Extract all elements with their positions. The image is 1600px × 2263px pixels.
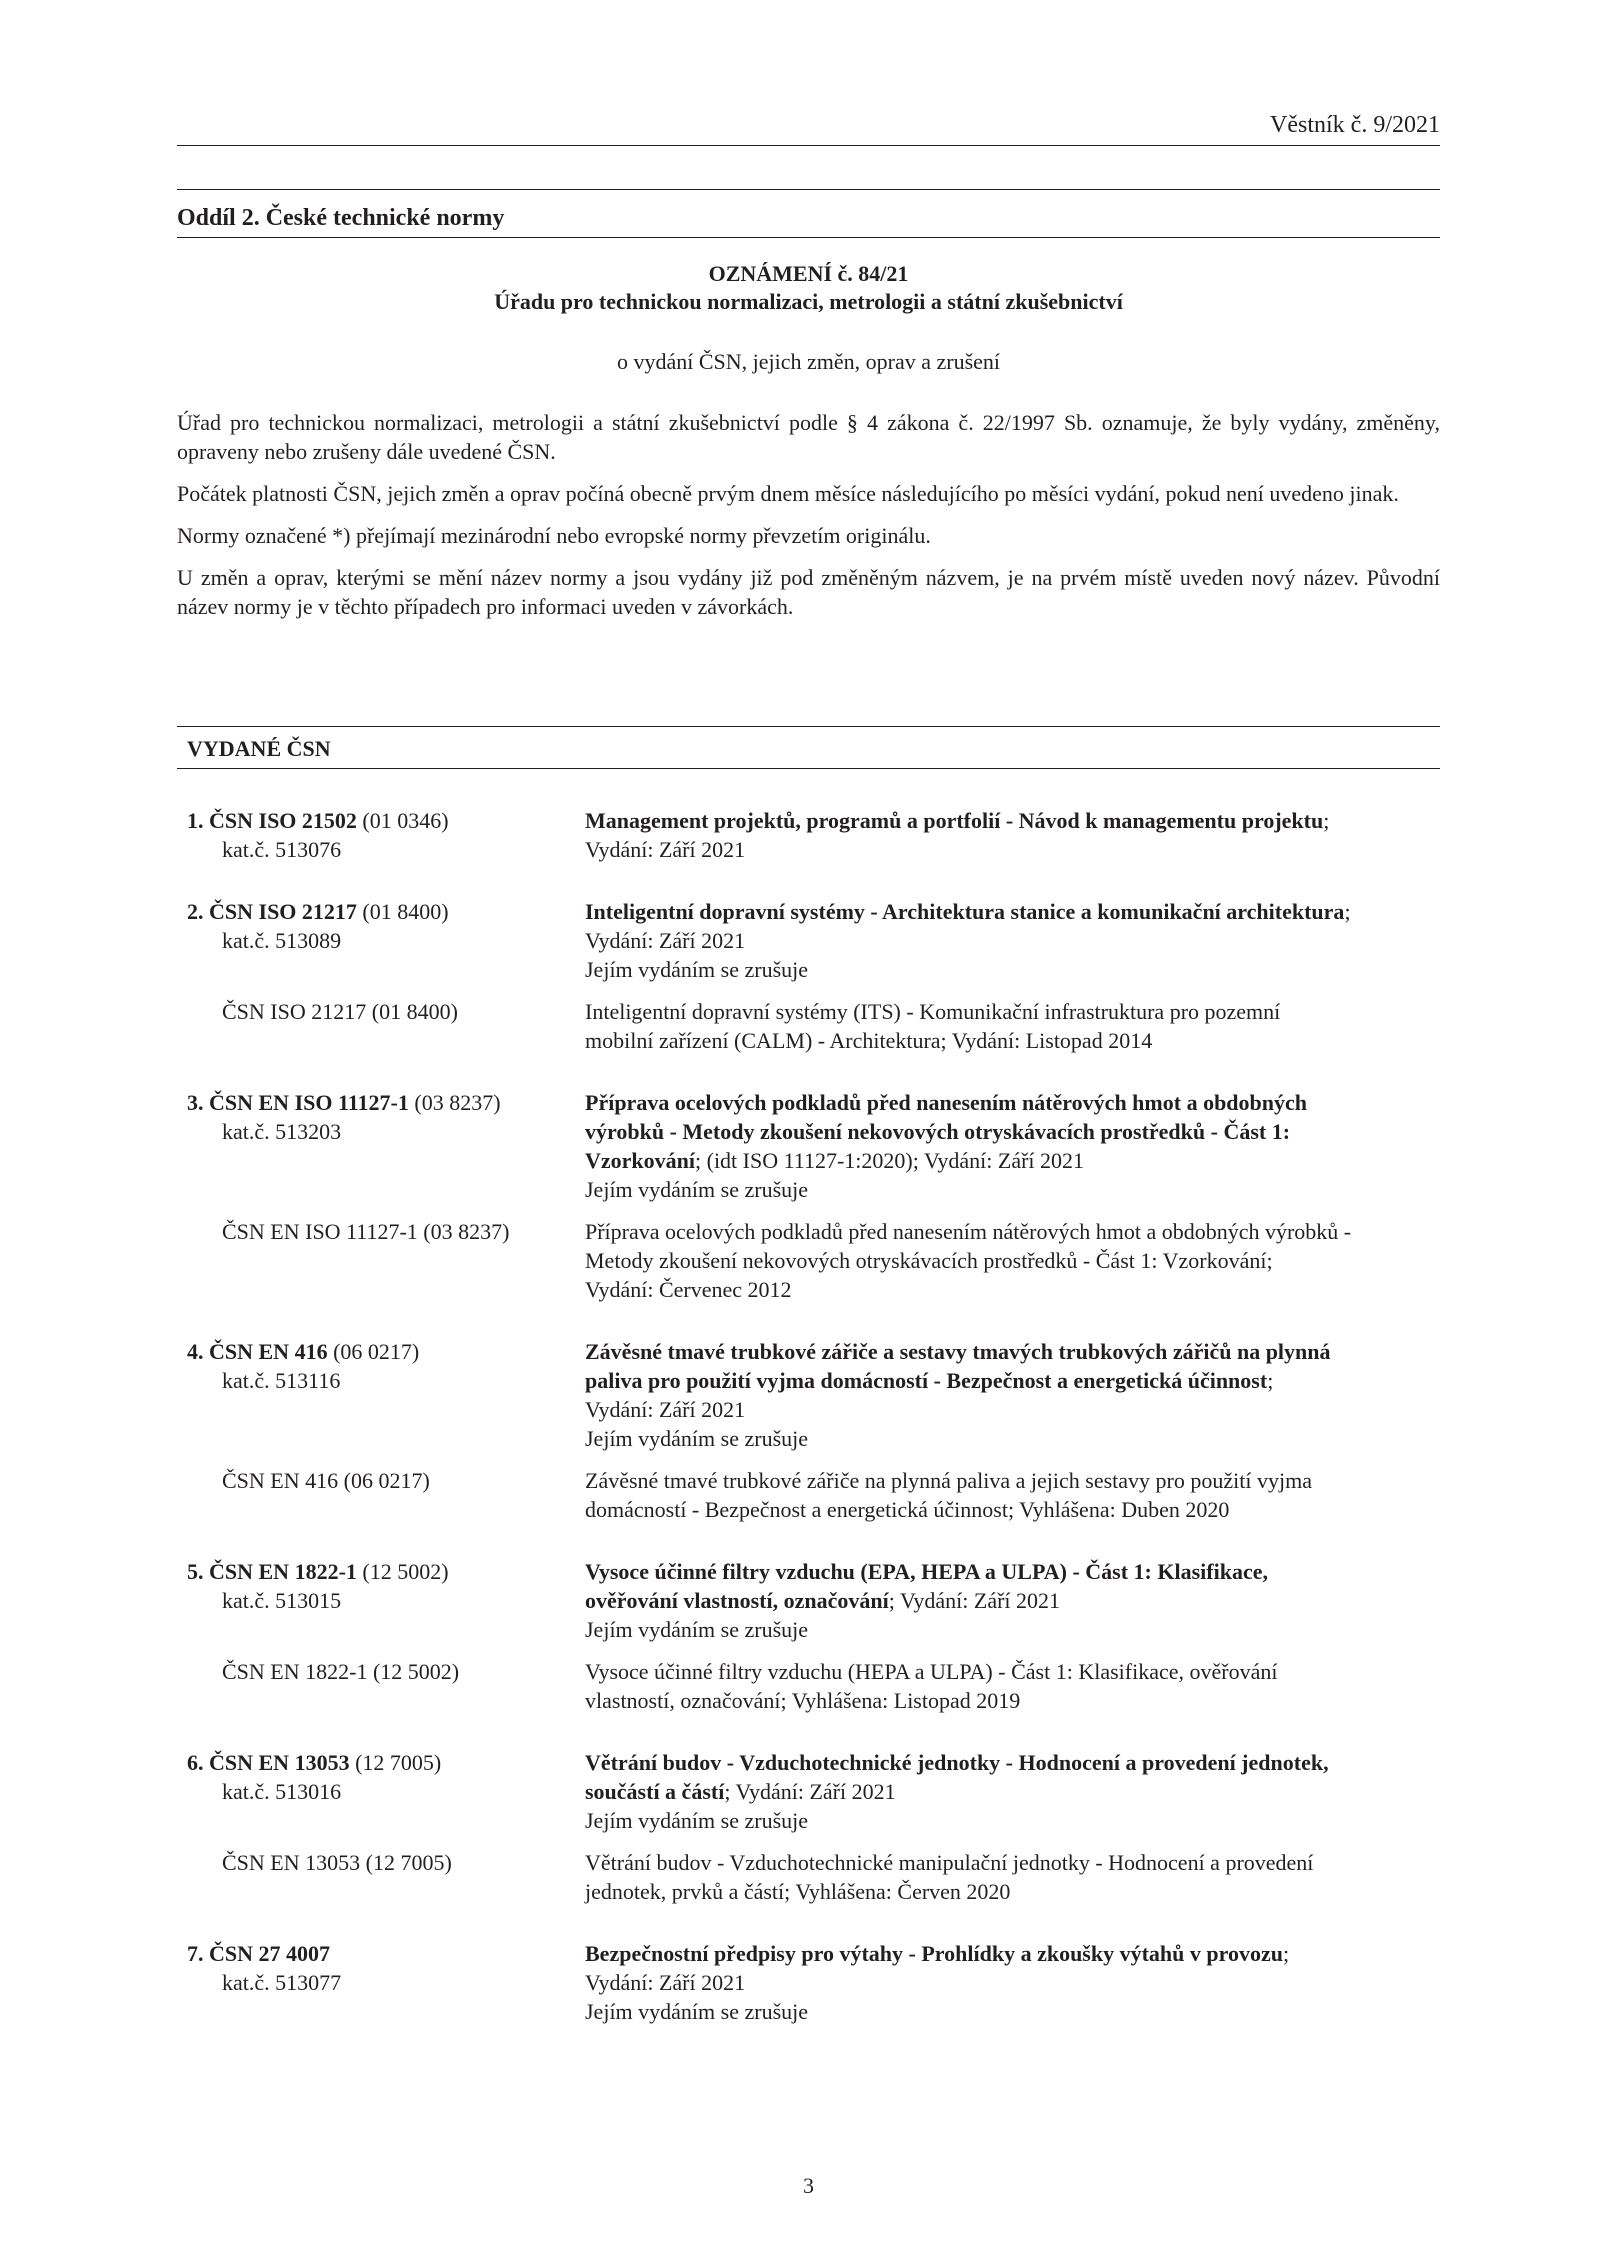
cancelled-norm-text: Metody zkoušení nekovových otryskávacích prostředků - Část 1: Vzorkování; <box>585 1248 1273 1273</box>
entry-number: 2. <box>187 899 204 924</box>
cancelled-norm-code: ČSN ISO 21217 (01 8400) <box>222 999 458 1024</box>
entry-number: 3. <box>187 1090 204 1115</box>
norm-title: paliva pro použití vyjma domácností - Bezpečnost a energetická účinnost <box>585 1368 1268 1393</box>
norm-class: (06 0217) <box>333 1339 420 1364</box>
norm-title: Vzorkování <box>585 1148 695 1173</box>
norm-code: ČSN EN 13053 <box>209 1750 350 1775</box>
norm-title: Větrání budov - Vzduchotechnické jednotky - Hodnocení a provedení jednotek, <box>585 1750 1329 1775</box>
cancelled-norm-text: jednotek, prvků a částí; Vyhlášena: Červen 2020 <box>585 1879 1011 1904</box>
entry-number: 7. <box>187 1941 204 1966</box>
cancels-note: Jejím vydáním se zrušuje <box>585 1617 809 1642</box>
entry-number: 5. <box>187 1559 204 1584</box>
norm-class: (03 8237) <box>414 1090 501 1115</box>
norm-code: ČSN EN ISO 11127-1 <box>209 1090 409 1115</box>
vydane-csn-heading: VYDANÉ ČSN <box>187 736 331 761</box>
norm-code: ČSN EN 1822-1 <box>209 1559 357 1584</box>
norm-code: ČSN ISO 21217 <box>209 899 357 924</box>
document-page <box>177 0 1440 2263</box>
intro-paragraph: U změn a oprav, kterými se mění název normy a jsou vydány již pod změněným názvem, je na prvém místě uveden nový název. Původní název normy je v těchto případech pro informaci uveden v závorkách. <box>177 565 1440 619</box>
cancels-note: Jejím vydáním se zrušuje <box>585 1808 809 1833</box>
catalog-number: kat.č. 513203 <box>222 1119 342 1144</box>
section-rule-top <box>177 189 1440 190</box>
vydane-rule-top <box>177 726 1440 727</box>
norm-entry <box>177 1748 1440 1906</box>
page-number: 3 <box>803 2173 814 2198</box>
norm-title: Inteligentní dopravní systémy - Architektura stanice a komunikační architektura <box>585 899 1345 924</box>
vydane-rule-bottom <box>177 768 1440 769</box>
norm-entry: 1. ČSN ISO 21502 (01 0346) kat.č. 513076 Management projektů, programů a portfolií - Návod k managementu projektu; Vydání: Září 2021 <box>177 806 1440 864</box>
cancelled-norm-text: Příprava ocelových podkladů před nanesením nátěrových hmot a obdobných výrobků - <box>585 1219 1352 1244</box>
cancelled-norm-text: Větrání budov - Vzduchotechnické manipulační jednotky - Hodnocení a provedení <box>585 1850 1314 1875</box>
bulletin-header: Věstník č. 9/2021 <box>1270 112 1440 138</box>
norm-code: ČSN EN 416 <box>209 1339 328 1364</box>
release-date: ; Vydání: Září 2021 <box>888 1588 1061 1613</box>
norm-class: (01 0346) <box>362 808 449 833</box>
cancelled-norm-code: ČSN EN 416 (06 0217) <box>222 1468 430 1493</box>
cancelled-norm-text: domácností - Bezpečnost a energetická účinnost; Vyhlášena: Duben 2020 <box>585 1497 1230 1522</box>
announcement-title: OZNÁMENÍ č. 84/21 <box>708 261 909 286</box>
cancelled-norm-text: vlastností, označování; Vyhlášena: Listopad 2019 <box>585 1688 1021 1713</box>
norm-code: ČSN ISO 21502 <box>209 808 357 833</box>
catalog-number: kat.č. 513016 <box>222 1779 342 1804</box>
announcement-subtitle: Úřadu pro technickou normalizaci, metrologii a státní zkušebnictví <box>494 289 1123 314</box>
release-date: Vydání: Září 2021 <box>585 1397 746 1422</box>
entry-number: 6. <box>187 1750 204 1775</box>
announcement-description: o vydání ČSN, jejich změn, oprav a zrušení <box>616 349 1001 374</box>
norm-class: (01 8400) <box>362 899 449 924</box>
norm-code: ČSN 27 4007 <box>209 1941 331 1966</box>
norm-entry: 4. ČSN EN 416 (06 0217) kat.č. 513116 Závěsné tmavé trubkové zářiče a sestavy tmavých trubkových zářičů na plynná paliva pro použití vyjma domácností - Bezpečnost a energetická účinnost; Vydání: Září 2021 Jejím vydáním se zrušuje ČSN EN 416 (06 0217) Závěsné tmavé trubkové zářiče na plynná paliva a jejich sestavy pro použití vyjma domácností - Bezpečnost a energetická účinnost; Vyhlášena: Duben 2020 <box>177 1337 1440 1524</box>
norm-entry: 7. ČSN 27 4007 kat.č. 513077 Bezpečnostní předpisy pro výtahy - Prohlídky a zkoušky výtahů v provozu; Vydání: Září 2021 Jejím vydáním se zrušuje <box>177 1939 1440 2026</box>
catalog-number: kat.č. 513015 <box>222 1588 342 1613</box>
release-date: ; Vydání: Září 2021 <box>724 1779 896 1804</box>
norm-title: Příprava ocelových podkladů před nanesením nátěrových hmot a obdobných <box>585 1090 1308 1115</box>
entry-number: 1. <box>187 808 204 833</box>
cancels-note: Jejím vydáním se zrušuje <box>585 1177 809 1202</box>
norm-title: Management projektů, programů a portfolií - Návod k managementu projektu <box>585 808 1324 833</box>
norm-title: výrobků - Metody zkoušení nekovových otryskávacích prostředků - Část 1: <box>585 1119 1291 1144</box>
intro-paragraph: Počátek platnosti ČSN, jejich změn a oprav počíná obecně prvým dnem měsíce následujícího po měsíci vydání, pokud není uvedeno jinak. <box>177 481 1399 506</box>
release-date: ; (idt ISO 11127-1:2020); Vydání: Září 2021 <box>695 1148 1085 1173</box>
cancels-note: Jejím vydáním se zrušuje <box>585 1426 809 1451</box>
cancelled-norm-code: ČSN EN ISO 11127-1 (03 8237) <box>222 1219 510 1244</box>
cancels-note: Jejím vydáním se zrušuje <box>585 1999 809 2024</box>
section-title: Oddíl 2. České technické normy <box>177 205 505 231</box>
release-date: Vydání: Září 2021 <box>585 1970 746 1995</box>
section-rule-bottom <box>177 237 1440 238</box>
norm-list <box>177 806 1440 2059</box>
catalog-number: kat.č. 513089 <box>222 928 342 953</box>
intro-text <box>177 408 1440 634</box>
norm-class: (12 5002) <box>362 1559 449 1584</box>
catalog-number: kat.č. 513116 <box>222 1368 341 1393</box>
cancelled-norm-text: mobilní zařízení (CALM) - Architektura; Vydání: Listopad 2014 <box>585 1028 1153 1053</box>
cancelled-norm-text: Závěsné tmavé trubkové zářiče na plynná paliva a jejich sestavy pro použití vyjma <box>585 1468 1312 1493</box>
catalog-number: kat.č. 513076 <box>222 837 342 862</box>
intro-paragraph: Normy označené *) přejímají mezinárodní nebo evropské normy převzetím originálu. <box>177 523 931 548</box>
norm-title: součástí a částí <box>585 1779 725 1804</box>
norm-class: (12 7005) <box>355 1750 442 1775</box>
cancelled-norm-code: ČSN EN 13053 (12 7005) <box>222 1850 452 1875</box>
norm-entry: 2. ČSN ISO 21217 (01 8400) kat.č. 513089 Inteligentní dopravní systémy - Architektura stanice a komunikační architektura; Vydání: Září 2021 Jejím vydáním se zrušuje ČSN ISO 21217 (01 8400) Inteligentní dopravní systémy (ITS) - Komunikační infrastruktura pro pozemní mobilní zařízení (CALM) - Architektura; Vydání: Listopad 2014 <box>177 897 1440 1055</box>
catalog-number: kat.č. 513077 <box>222 1970 342 1995</box>
cancelled-norm-text: Vysoce účinné filtry vzduchu (HEPA a ULPA) - Část 1: Klasifikace, ověřování <box>585 1659 1278 1684</box>
norm-title: Bezpečnostní předpisy pro výtahy - Prohlídky a zkoušky výtahů v provozu <box>585 1941 1284 1966</box>
release-date: Vydání: Září 2021 <box>585 837 746 862</box>
norm-title: Vysoce účinné filtry vzduchu (EPA, HEPA a ULPA) - Část 1: Klasifikace, <box>585 1559 1268 1584</box>
norm-title: Závěsné tmavé trubkové zářiče a sestavy tmavých trubkových zářičů na plynná <box>585 1339 1331 1364</box>
release-date: Vydání: Září 2021 <box>585 928 746 953</box>
intro-paragraph: Úřad pro technickou normalizaci, metrologii a státní zkušebnictví podle § 4 zákona č. 22/1997 Sb. oznamuje, že byly vydány, změněny, opraveny nebo zrušeny dále uvedené ČSN. <box>177 410 1440 464</box>
norm-title: ověřování vlastností, označování <box>585 1588 889 1613</box>
cancelled-norm-text: Inteligentní dopravní systémy (ITS) - Komunikační infrastruktura pro pozemní <box>585 999 1281 1024</box>
header-rule <box>177 145 1440 146</box>
cancels-note: Jejím vydáním se zrušuje <box>585 957 809 982</box>
entry-number: 4. <box>187 1339 204 1364</box>
norm-entry <box>177 1557 1440 1715</box>
norm-entry <box>177 1088 1440 1304</box>
cancelled-norm-text: Vydání: Červenec 2012 <box>585 1277 792 1302</box>
cancelled-norm-code: ČSN EN 1822-1 (12 5002) <box>222 1659 460 1684</box>
